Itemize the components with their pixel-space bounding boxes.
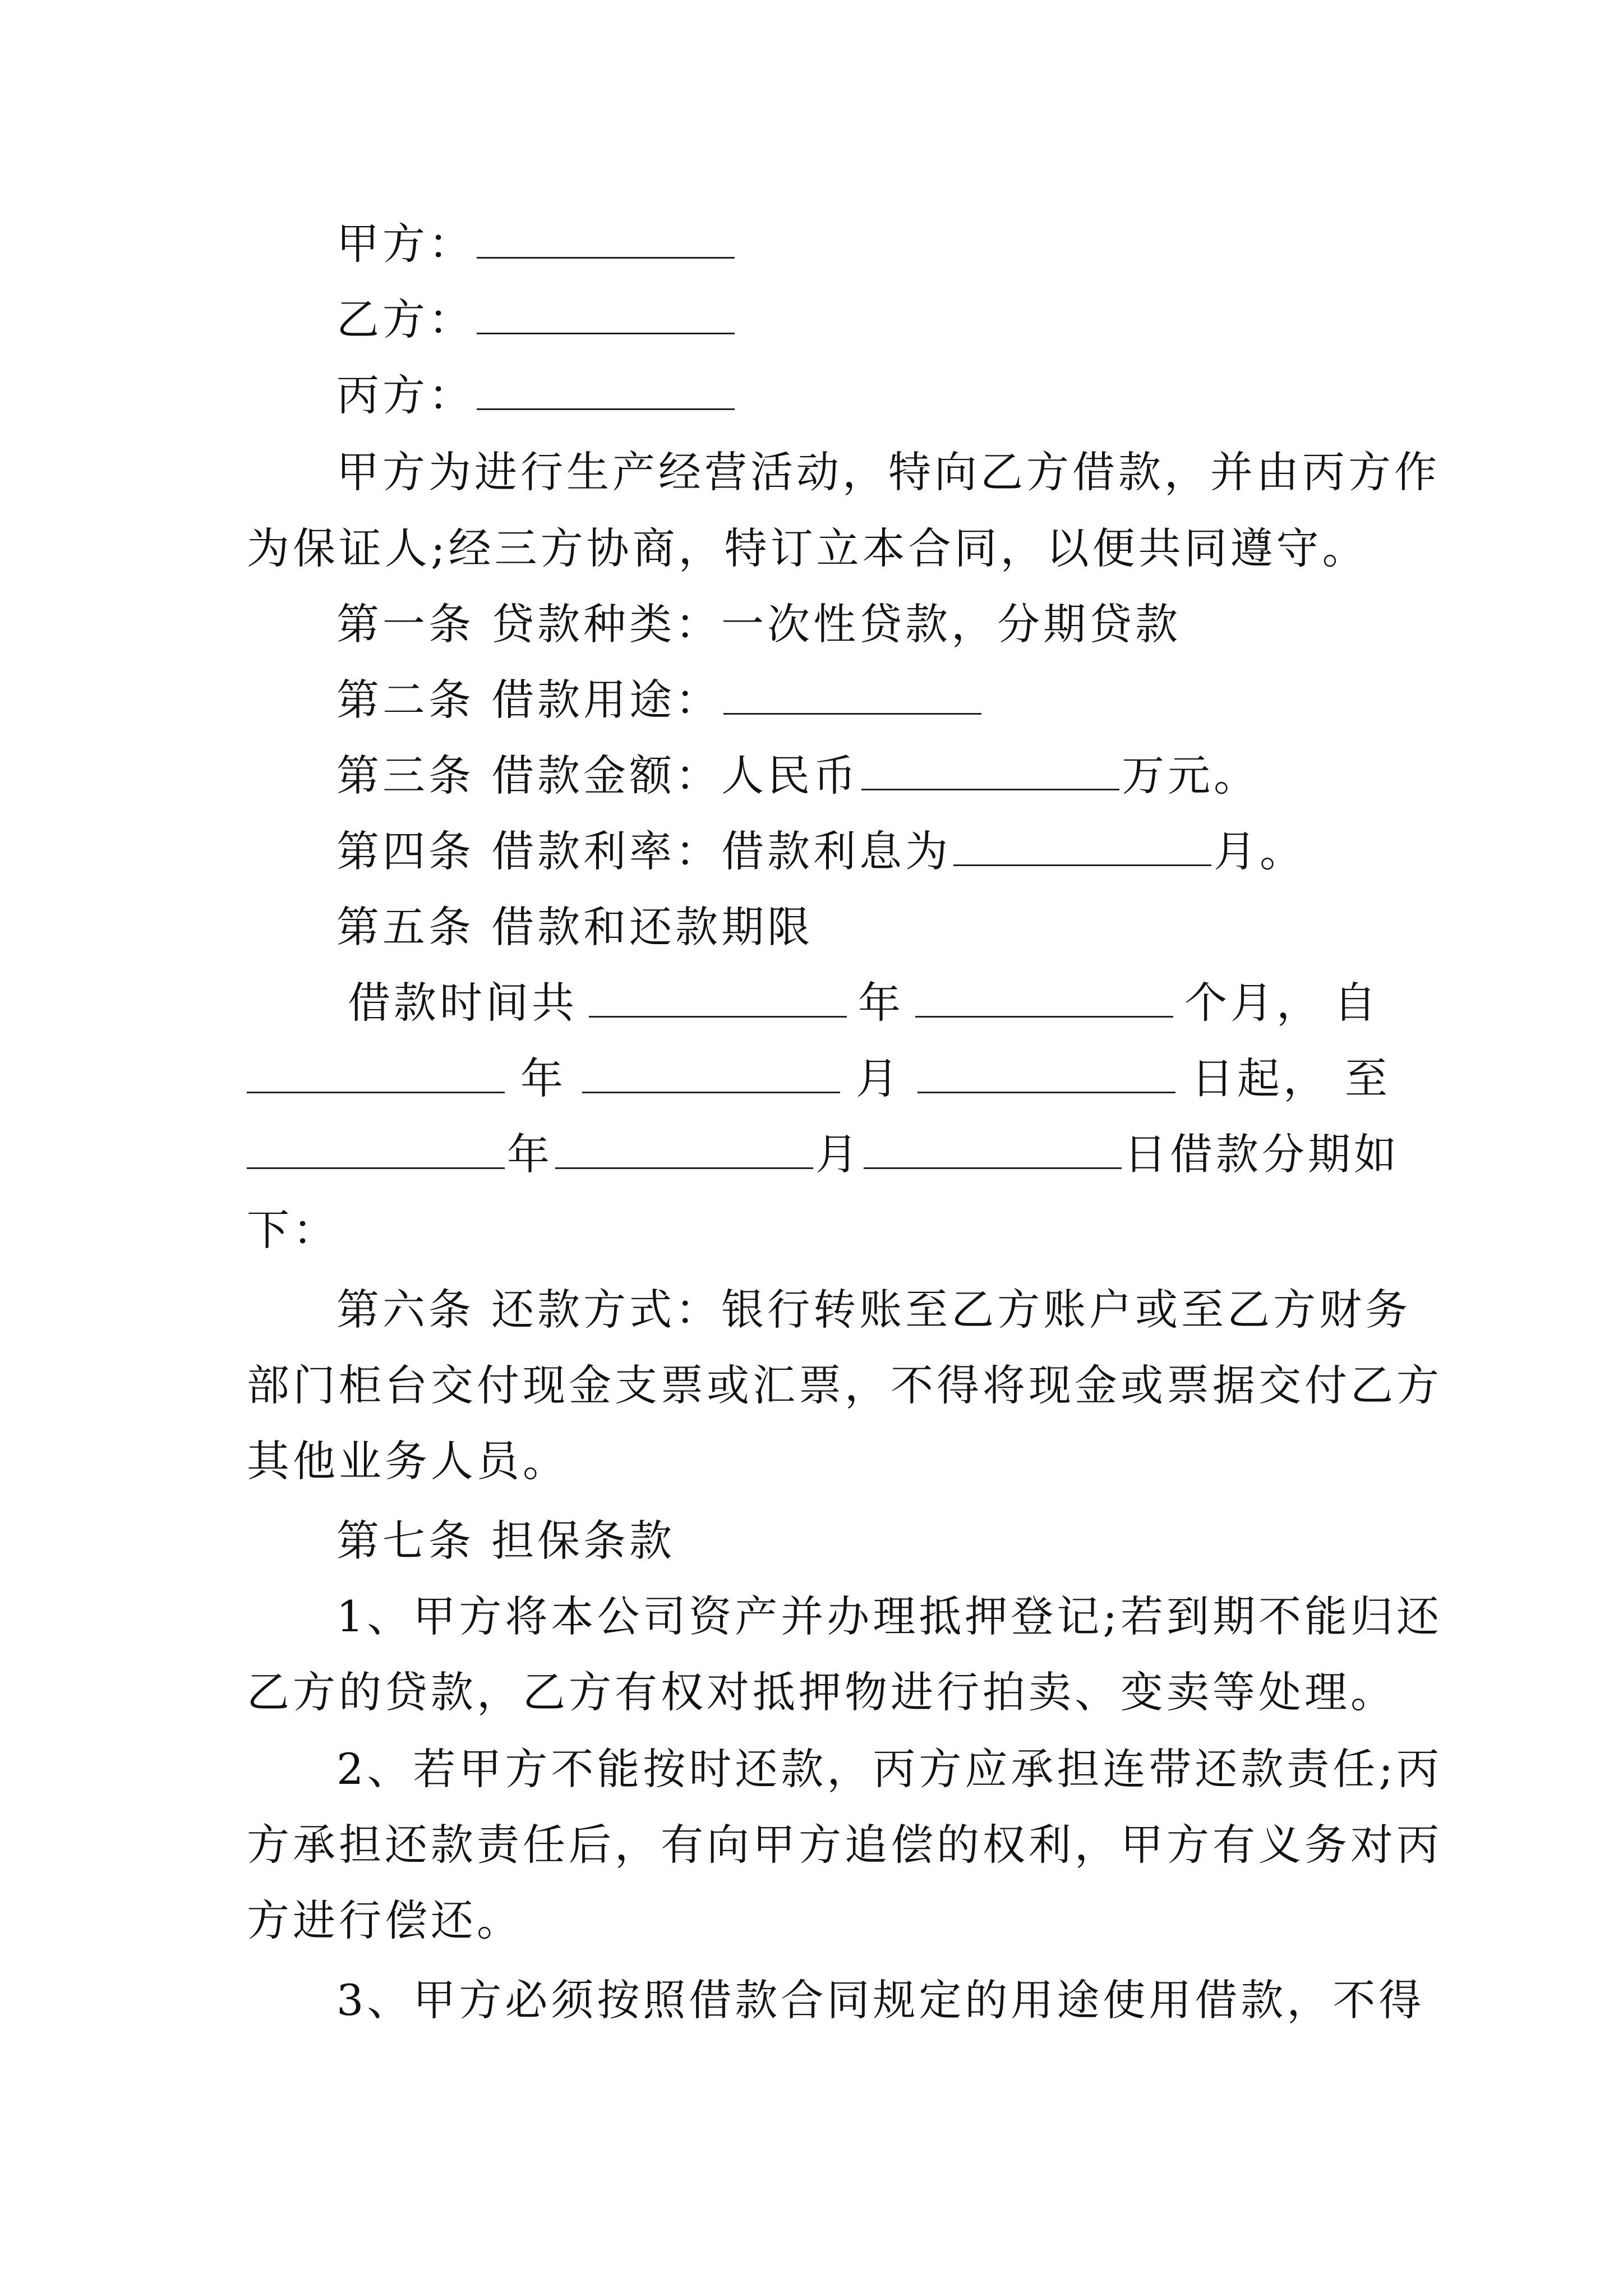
preamble-line-2: 为保证人;经三方协商，特订立本合同，以便共同遵守。 [247,523,1368,573]
loan-years-blank [589,977,847,1018]
a5-l3-c: 日借款分期如 [1124,1129,1400,1179]
article-2-label: 第二条 借款用途： [336,675,722,725]
article-5-line-4: 下： [247,1205,339,1255]
loan-purpose-blank [723,674,981,715]
clause-1-line-1: 1、甲方将本公司资产并办理抵押登记;若到期不能归还 [336,1591,1442,1641]
clause-3-line-1: 3、甲方必须按照借款合同规定的用途使用借款，不得 [336,1975,1425,2025]
preamble-line-1: 甲方为进行生产经营活动，特向乙方借款，并由丙方作 [336,447,1440,497]
party-a-line [336,216,1391,272]
a5-l1-b: 年 [858,978,904,1028]
start-month-blank [582,1052,840,1093]
party-a-blank [477,218,735,259]
article-5-line-2 [247,1051,1391,1107]
start-year-blank [247,1052,505,1093]
article-7-title: 第七条 担保条款 [336,1516,676,1566]
article-3-suffix: 万元。 [1122,751,1260,800]
a5-l3-b: 月 [815,1129,861,1179]
a5-l2-a: 年 [520,1053,566,1103]
party-c-line [336,367,1391,424]
loan-months-blank [915,977,1173,1018]
party-c-label: 丙方： [336,370,474,420]
article-5-title: 第五条 借款和还款期限 [336,902,814,952]
party-c-blank [477,369,735,410]
clause-2-line-3: 方进行偿还。 [247,1895,523,1945]
article-5-line-1 [348,975,1380,1031]
clause-2-line-1: 2、若甲方不能按时还款，丙方应承担连带还款责任;丙 [336,1744,1442,1794]
a5-l1-c: 个月， [1184,978,1322,1028]
a5-l2-d: 至 [1345,1053,1391,1103]
party-b-line [336,292,1391,348]
article-3-prefix: 第三条 借款金额：人民币 [336,751,860,800]
a5-l2-c: 日起， [1191,1053,1329,1103]
a5-l1-a: 借款时间共 [348,978,578,1028]
clause-2-line-2: 方承担还款责任后，有向甲方追偿的权利，甲方有义务对丙 [247,1820,1442,1870]
interest-rate-blank [953,825,1211,866]
a5-l2-b: 月 [856,1053,902,1103]
article-4 [336,823,1391,880]
article-3 [336,748,1391,804]
clause-1-line-2: 乙方的贷款，乙方有权对抵押物进行拍卖、变卖等处理。 [247,1667,1396,1717]
article-1: 第一条 贷款种类：一次性贷款，分期贷款 [336,599,1182,649]
article-4-suffix: 月。 [1214,826,1306,876]
article-4-prefix: 第四条 借款利率：借款利息为 [336,826,952,876]
article-2 [336,672,1391,728]
article-6-line-1: 第六条 还款方式：银行转账至乙方账户或至乙方财务 [336,1285,1412,1335]
a5-l3-a: 年 [507,1129,553,1179]
a5-l1-d: 自 [1334,978,1380,1028]
loan-amount-blank [861,749,1119,790]
party-a-label: 甲方： [336,219,474,269]
article-6-line-2: 部门柜台交付现金支票或汇票，不得将现金或票据交付乙方 [247,1360,1442,1410]
party-b-blank [477,293,735,334]
article-5-line-3 [247,1126,1400,1182]
start-day-blank [917,1052,1175,1093]
end-year-blank [247,1128,505,1169]
end-month-blank [555,1128,813,1169]
end-day-blank [864,1128,1122,1169]
article-6-line-3: 其他业务人员。 [247,1436,569,1486]
party-b-label: 乙方： [336,295,474,344]
